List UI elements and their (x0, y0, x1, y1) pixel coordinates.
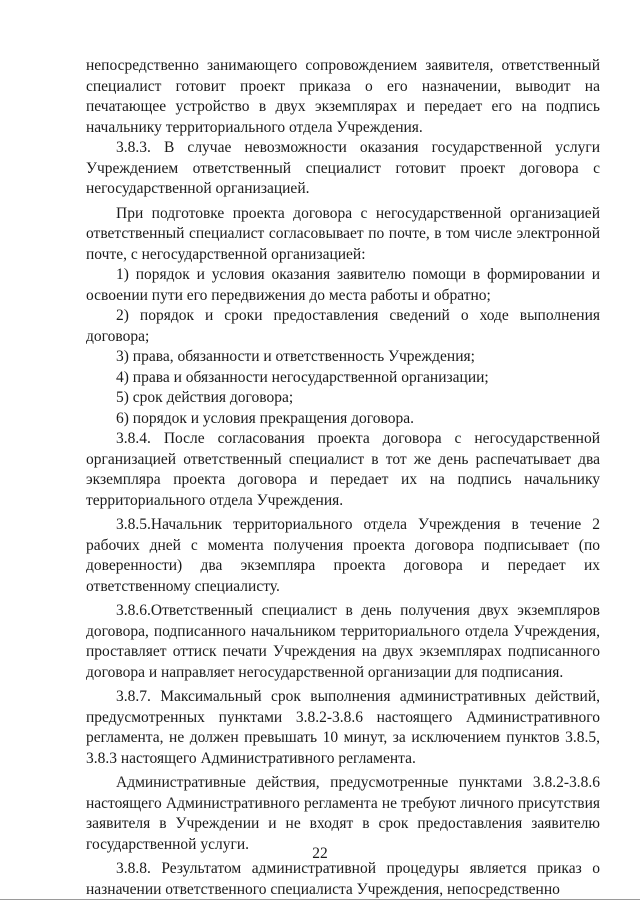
paragraph-3-8-6: 3.8.6.Ответственный специалист в день получения двух экземпляров договора, подписанного начальником территориального отдела Учреждения, проставляет оттиск печати Учреждения на двух экземплярах подписанного договора и направляет негосударственной организации для подписания. (86, 602, 600, 681)
list-item-3: 3) права, обязанности и ответственность Учреждения; (116, 348, 475, 365)
document-body (86, 56, 600, 900)
paragraph-3-8-3: 3.8.3. В случае невозможности оказания государственной услуги Учреждением ответственный специалист готовит проект договора с негосударственной организацией. (86, 139, 600, 197)
paragraph-3-8-8: 3.8.8. Результатом административной процедуры является приказ о назначении ответственного специалиста Учреждения, непосредственно (86, 860, 600, 898)
paragraph-continuation: непосредственно занимающего сопровождением заявителя, ответственный специалист готовит проект приказа о его назначении, выводит на печатающее устройство в двух экземплярах и передает его на подпись начальнику территориального отдела Учреждения. (86, 57, 600, 136)
bottom-scan-edge (0, 899, 640, 900)
paragraph-administrative-actions: Административные действия, предусмотренные пунктами 3.8.2-3.8.6 настоящего Административного регламента не требуют личного присутствия заявителя в Учреждении и не входят в срок предоставления заявителю государственной услуги. (86, 774, 600, 853)
paragraph-contract-preparation: При подготовке проекта договора с негосударственной организацией ответственный специалист согласовывает по почте, в том числе электронной почте, с негосударственной организацией: (86, 204, 600, 263)
page-number: 22 (312, 845, 328, 862)
paragraph-3-8-5: 3.8.5.Начальник территориального отдела Учреждения в течение 2 рабочих дней с момента получения проекта договора подписывает (по доверенности) два экземпляра проекта договора и передает их ответственному специалисту. (86, 516, 600, 595)
paragraph-3-8-4: 3.8.4. После согласования проекта договора с негосударственной организацией ответственный специалист в тот же день распечатывает два экземпляра проекта договора и передает их на подпись начальнику территориального отдела Учреждения. (86, 430, 600, 509)
paragraph-3-8-7: 3.8.7. Максимальный срок выполнения административных действий, предусмотренных пунктами 3.8.2-3.8.6 настоящего Административного регламента, не должен превышать 10 минут, за исключением пунктов 3.8.5, 3.8.3 настоящего Административного регламента. (86, 688, 600, 767)
list-item-4: 4) права и обязанности негосударственной организации; (116, 368, 489, 386)
list-item-1: 1) порядок и условия оказания заявителю помощи в формировании и освоении пути его передвижения до места работы и обратно; (86, 266, 600, 304)
list-item-2: 2) порядок и сроки предоставления сведений о ходе выполнения договора; (86, 307, 600, 345)
list-item-5: 5) срок действия договора; (116, 389, 294, 406)
list-item-6: 6) порядок и условия прекращения договора. (116, 409, 414, 427)
